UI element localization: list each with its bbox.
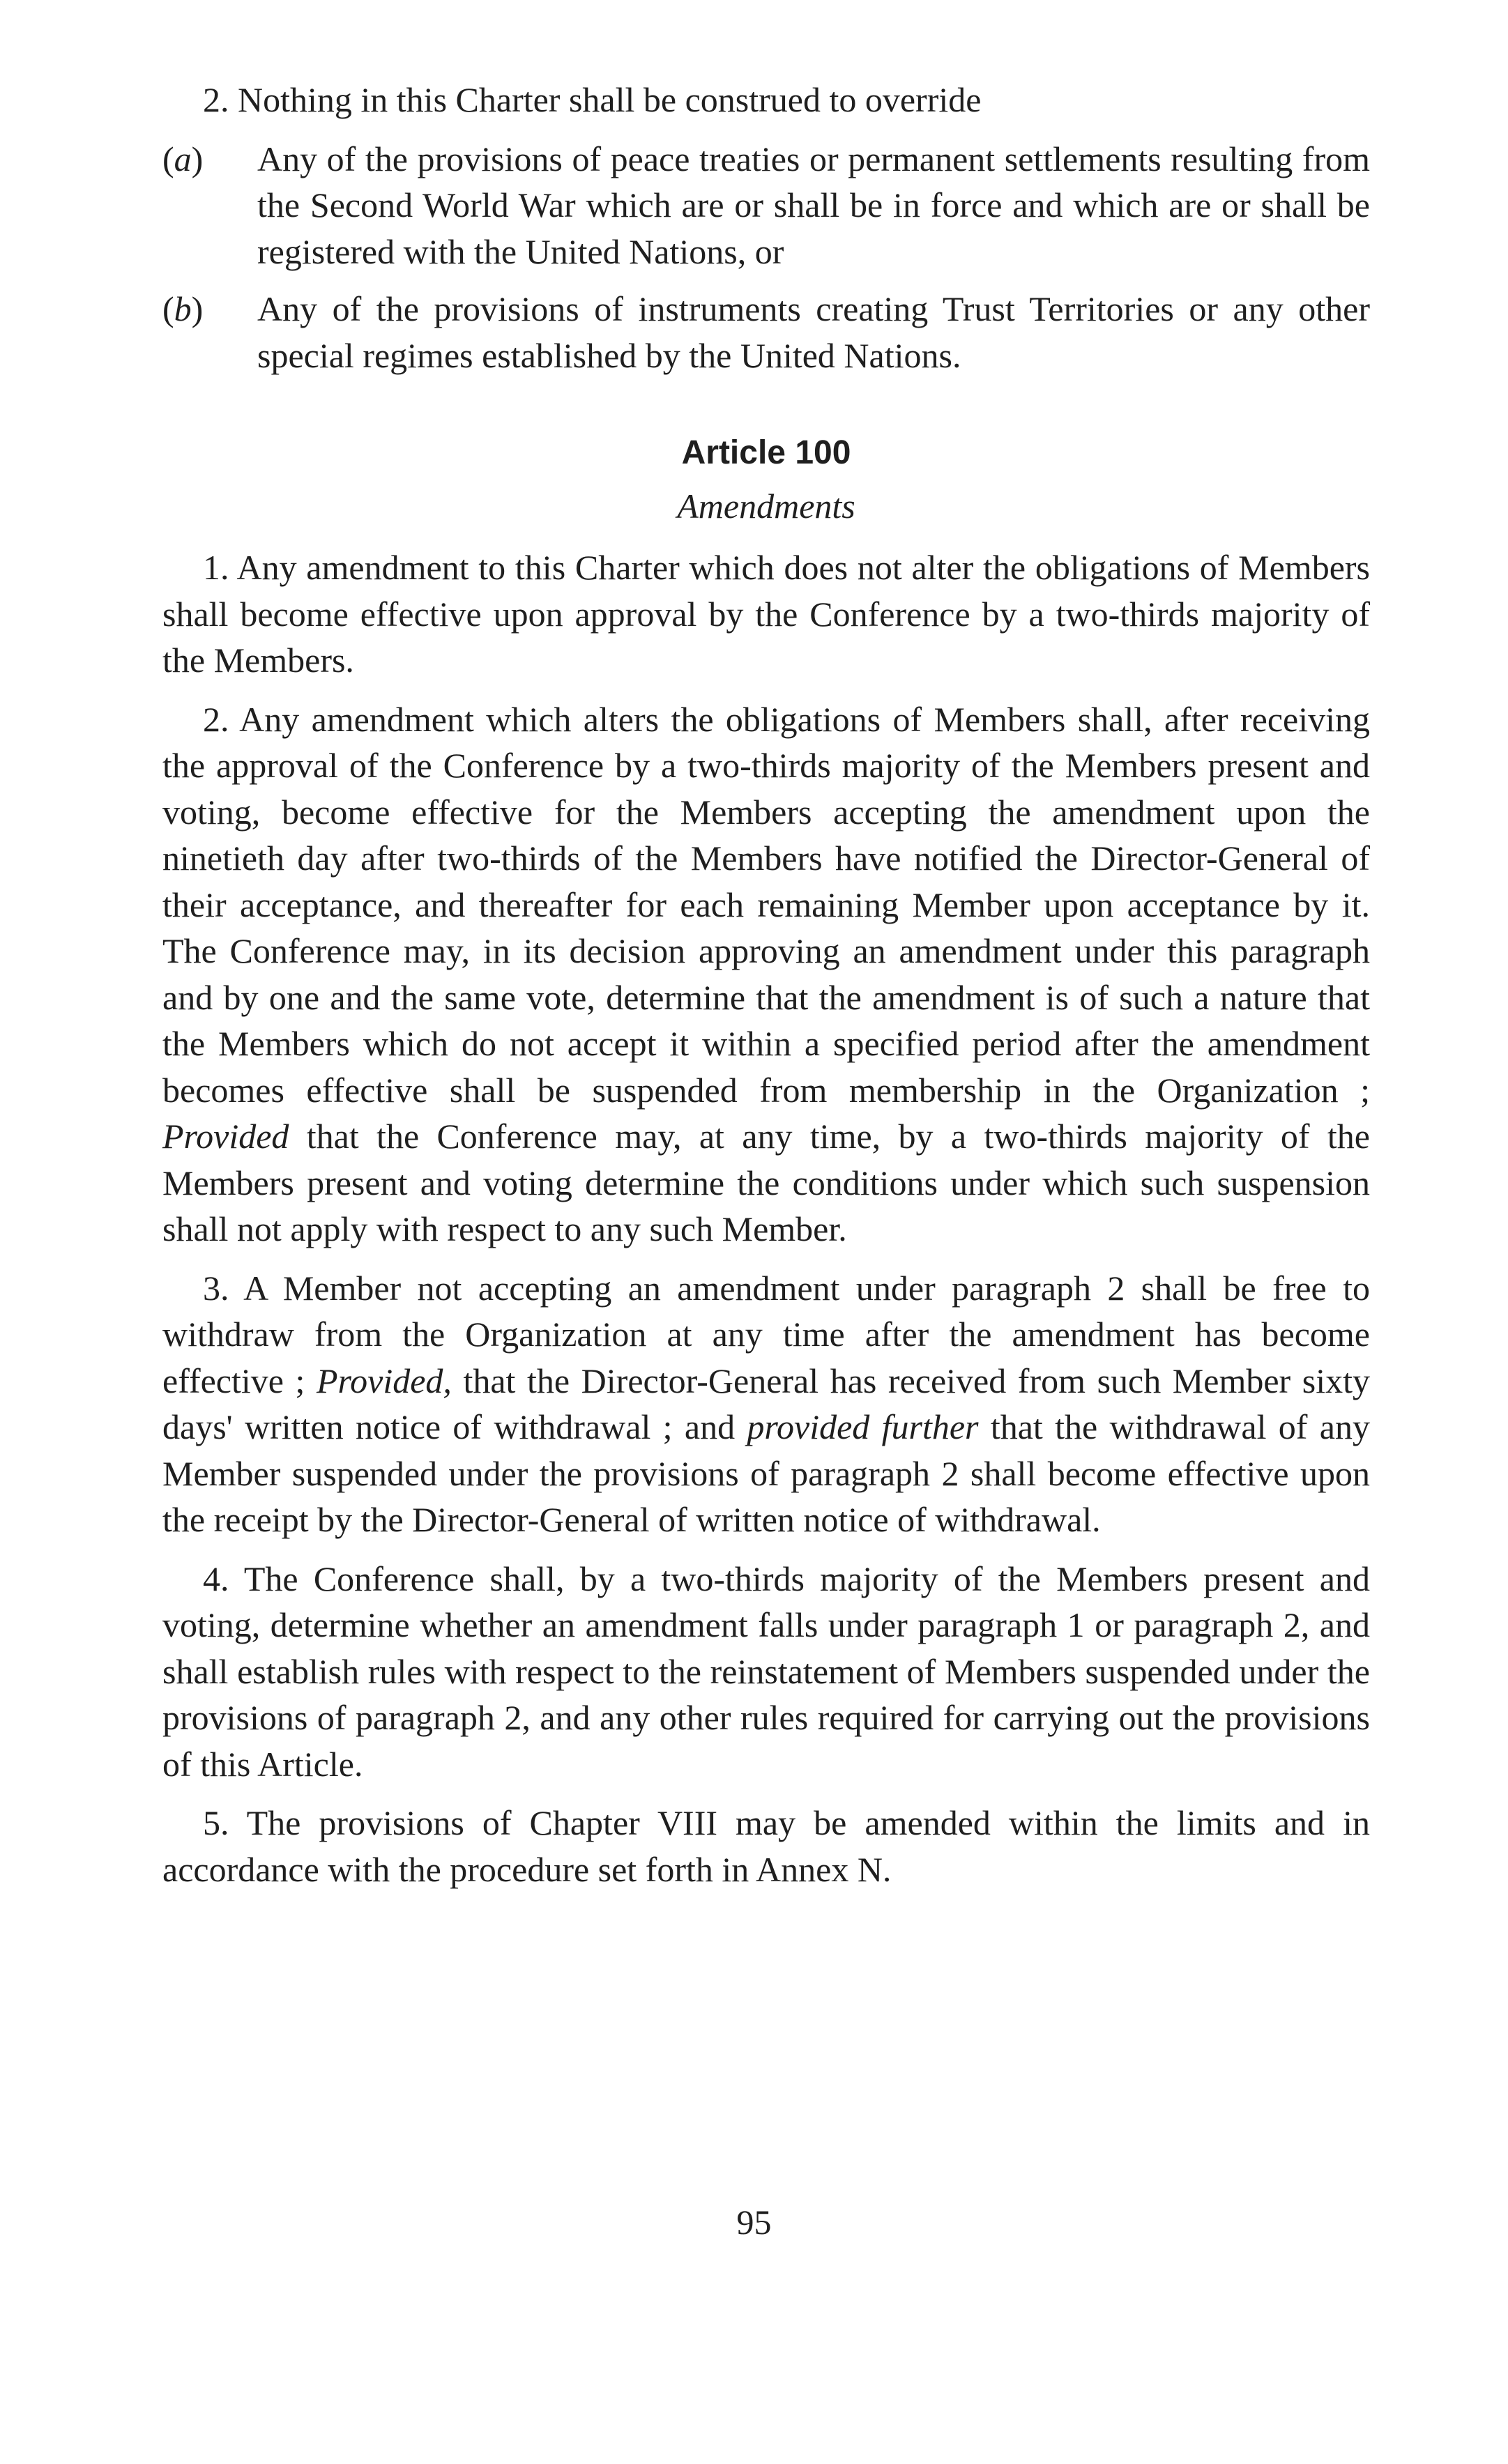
emphasis-provided: Provided,	[316, 1361, 452, 1400]
document-page	[162, 77, 1370, 1905]
article-paragraph-3	[162, 1265, 1370, 1543]
list-item-a	[162, 136, 1370, 275]
list-item-text: Any of the provisions of instruments creating Trust Territories or any other special regimes established by the United Nations.	[257, 289, 1370, 375]
paragraph-text: that the Conference may, at any time, by a two-thirds majority of the Members present and voting determine the conditions under which such suspension shall not apply with respect to any such Member.	[162, 1117, 1370, 1248]
emphasis-provided-further: provided further	[747, 1407, 979, 1446]
paragraph-text: that the Director-General has received from such Member sixty days' written notice of withdrawal ; and	[162, 1361, 1370, 1446]
article-paragraph-4: 4. The Conference shall, by a two-thirds majority of the Members present and voting, determine whether an amendment falls under paragraph 1 or paragraph 2, and shall establish rules with respect to the reinstatement of Members suspended under the provisions of paragraph 2, and any other rules required for carrying out the provisions of this Article.	[162, 1559, 1370, 1784]
article-paragraph-1: 1. Any amendment to this Charter which does not alter the obligations of Members shall become effective upon approval by the Conference by a two-thirds majority of the Members.	[162, 548, 1370, 680]
emphasis-provided: Provided	[162, 1117, 289, 1156]
paragraph-text: 2. Any amendment which alters the obligations of Members shall, after receiving the approval of the Conference by a two-thirds majority of the Members present and voting, become effective for the Members accepting the amendment upon the ninetieth day after two-thirds of the Members have notified the Director-General of their acceptance, and thereafter for each remaining Member upon acceptance by it. The Conference may, in its decision approving an amendment under this paragraph and by one and the same vote, determine that the amendment is of such a nature that the Members which do not accept it within a specified period after the amendment becomes effective shall be suspended from membership in the Organization ;	[162, 699, 1370, 1110]
article-paragraph-5: 5. The provisions of Chapter VIII may be amended within the limits and in accordance with the procedure set forth in Annex N.	[162, 1803, 1370, 1889]
list-item-b	[162, 286, 1370, 378]
list-item-label: (a)	[162, 139, 204, 178]
paragraph-text: 3. A Member not accepting an amendment under paragraph 2 shall be free to withdraw from the Organization at any time after the amendment has become effective ;	[162, 1268, 1370, 1400]
list-item-label: (b)	[162, 289, 204, 328]
article-subtitle: Amendments	[677, 487, 855, 526]
paragraph-text: that the withdrawal of any Member suspended under the provisions of paragraph 2 shall become effective upon the receipt by the Director-General of written notice of withdrawal.	[162, 1407, 1370, 1539]
article-title: Article 100	[681, 434, 851, 471]
article-paragraph-2	[162, 696, 1370, 1253]
list-item-text: Any of the provisions of peace treaties or permanent settlements resulting from the Second World War which are or shall be in force and which are or shall be registered with the United Nations, or	[257, 139, 1370, 271]
paragraph-2-intro: 2. Nothing in this Charter shall be construed to override	[203, 80, 982, 119]
page-number: 95	[736, 2203, 772, 2242]
